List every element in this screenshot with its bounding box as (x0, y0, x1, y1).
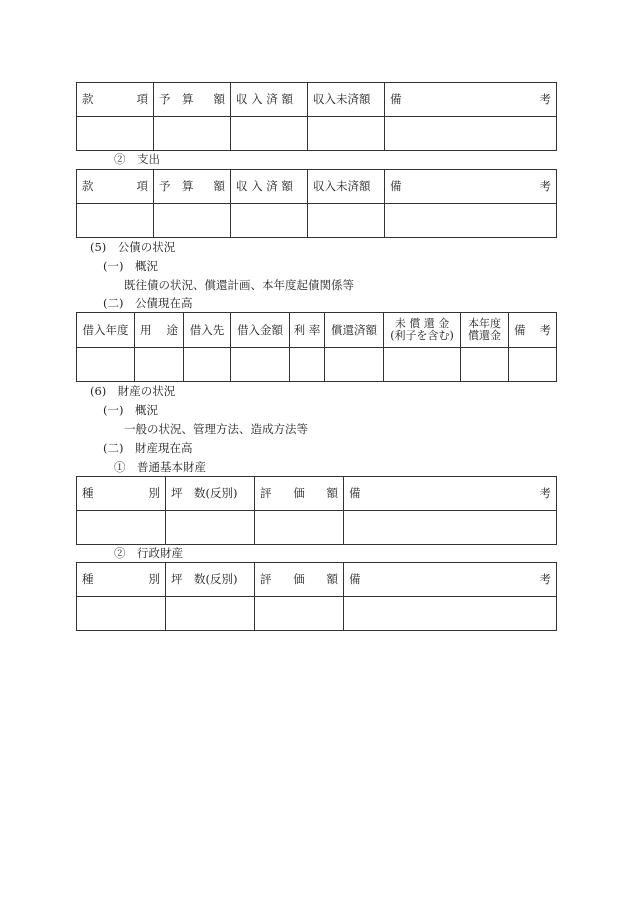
header-remarks: 備 考 (344, 563, 557, 597)
header-area: 坪 数(反別) (166, 563, 255, 597)
header-this-year-repay: 本年度 償還金 (461, 313, 509, 348)
cell (184, 348, 231, 382)
section6-sub1-body: 一般の状況、管理方法、造成方法等 (124, 422, 308, 436)
header-area: 坪 数(反別) (166, 477, 255, 511)
cell (77, 204, 154, 238)
cell (385, 204, 557, 238)
cell (166, 511, 255, 545)
header-received: 収 入 済 額 (231, 83, 308, 117)
administrative-property-table (76, 562, 557, 631)
cell (77, 348, 135, 382)
cell (344, 597, 557, 631)
cell (231, 348, 290, 382)
header-type: 種 別 (77, 477, 166, 511)
section6-item1-heading: ① 普通基本財産 (114, 460, 206, 474)
header-borrow-year: 借入年度 (77, 313, 135, 348)
ordinary-property-table (76, 476, 557, 545)
expenditure-heading: ② 支出 (114, 152, 160, 166)
cell (255, 511, 344, 545)
header-valuation: 評 価 額 (255, 477, 344, 511)
header-purpose: 用 途 (135, 313, 184, 348)
cell (231, 117, 308, 151)
section5-sub2-heading: (二) 公債現在高 (103, 296, 193, 310)
cell (77, 597, 166, 631)
cell (385, 117, 557, 151)
cell (77, 117, 154, 151)
section5-sub1-body: 既往債の状況、償還計画、本年度起債関係等 (124, 278, 354, 292)
public-debt-table (76, 312, 557, 382)
header-budget: 予 算 額 (154, 83, 231, 117)
header-kan-kou: 款 項 (77, 170, 154, 204)
cell (325, 348, 384, 382)
cell (509, 348, 557, 382)
cell (308, 117, 385, 151)
header-borrow-amount: 借入金額 (231, 313, 290, 348)
cell (154, 204, 231, 238)
section6-item2-heading: ② 行政財産 (114, 546, 183, 560)
header-remarks: 備 考 (509, 313, 557, 348)
header-kan-kou: 款 項 (77, 83, 154, 117)
cell (77, 511, 166, 545)
cell (308, 204, 385, 238)
section6-sub2-heading: (二) 財産現在高 (103, 441, 193, 455)
cell (255, 597, 344, 631)
header-valuation: 評 価 額 (255, 563, 344, 597)
header-type: 種 別 (77, 563, 166, 597)
header-repaid: 償還済額 (325, 313, 384, 348)
expenditure-table (76, 169, 557, 238)
cell (344, 511, 557, 545)
cell (166, 597, 255, 631)
cell (461, 348, 509, 382)
header-budget: 予 算 額 (154, 170, 231, 204)
section6-heading: (6) 財産の状況 (90, 384, 176, 398)
cell (135, 348, 184, 382)
cell (290, 348, 325, 382)
header-unreceived: 収入未済額 (308, 170, 385, 204)
header-remarks: 備 考 (344, 477, 557, 511)
cell (384, 348, 461, 382)
section6-sub1-heading: (一) 概況 (103, 403, 158, 417)
header-unrepaid: 未 償 還 金 (利子を含む) (384, 313, 461, 348)
cell (231, 204, 308, 238)
section5-heading: (5) 公債の状況 (90, 240, 176, 254)
header-remarks: 備 考 (385, 170, 557, 204)
header-unreceived: 収入未済額 (308, 83, 385, 117)
header-received: 収 入 済 額 (231, 170, 308, 204)
header-interest-rate: 利 率 (290, 313, 325, 348)
header-lender: 借入先 (184, 313, 231, 348)
cell (154, 117, 231, 151)
section5-sub1-heading: (一) 概況 (103, 259, 158, 273)
header-remarks: 備 考 (385, 83, 557, 117)
income-table (76, 82, 557, 151)
